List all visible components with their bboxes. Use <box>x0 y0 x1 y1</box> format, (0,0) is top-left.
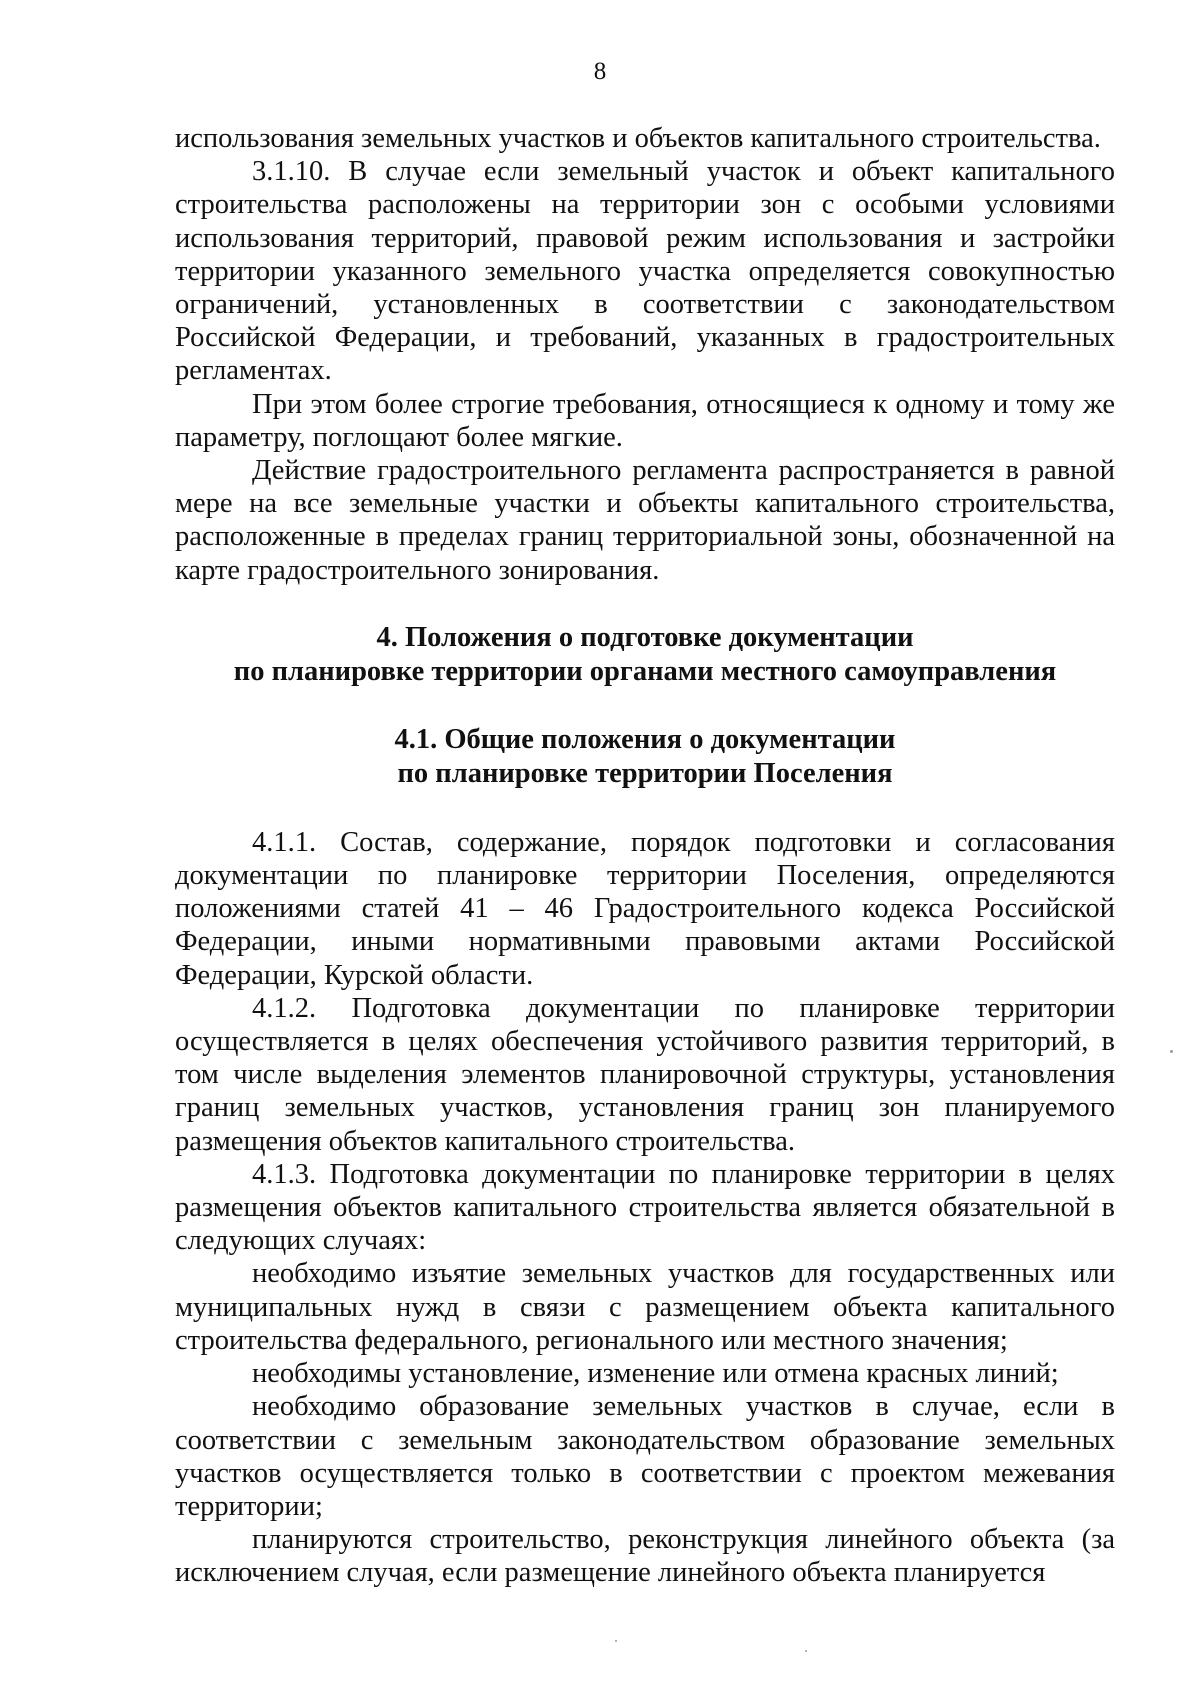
list-item-land-seizure: необходимо изъятие земельных участков для государственных или муниципальных нужд в связи с размещением объекта капитального строительства федерального, регионального или местного значения; <box>175 1258 1115 1356</box>
list-item-land-formation: необходимо образование земельных участков в случае, если в соответствии с земельным законодательством образование земельных участков осуществляется только в соответствии с проектом межевания территории; <box>175 1391 1115 1522</box>
section-4-heading <box>175 621 1115 689</box>
scan-speck <box>615 1640 617 1642</box>
document-body <box>175 122 1115 1590</box>
section-4-1-heading <box>175 723 1115 791</box>
page-number: 8 <box>593 58 607 85</box>
scan-speck <box>805 1650 807 1652</box>
paragraph-strict-requirements: При этом более строгие требования, относящиеся к одному и тому же параметру, поглощают более мягкие. <box>175 388 1115 453</box>
paragraph-4-1-2: 4.1.2. Подготовка документации по планировке территории осуществляется в целях обеспечения устойчивого развития территорий, в том числе выделения элементов планировочной структуры, установления границ земельных участков, установления границ зон планируемого размещения объектов капитального строительства. <box>175 992 1115 1157</box>
list-item-linear-object: планируются строительство, реконструкция линейного объекта (за исключением случая, если размещение линейного объекта планируется <box>175 1524 1115 1589</box>
section-4-heading-line1: 4. Положения о подготовке документации <box>376 621 914 653</box>
paragraph-regulation-scope: Действие градостроительного регламента распространяется в равной мере на все земельные участки и объекты капитального строительства, расположенные в пределах границ территориальной зоны, обозначенной на карте градостроительного зонирования. <box>175 455 1115 586</box>
paragraph-4-1-1: 4.1.1. Состав, содержание, порядок подготовки и согласования документации по планировке территории Поселения, определяются положениями статей 41 – 46 Градостроительного кодекса Российской Федерации, иными нормативными правовыми актами Российской Федерации, Курской области. <box>175 826 1115 991</box>
list-item-red-lines: необходимы установление, изменение или отмена красных линий; <box>252 1358 1059 1390</box>
section-4-1-heading-line2: по планировке территории Поселения <box>397 757 893 789</box>
scan-speck <box>1170 1050 1173 1053</box>
paragraph-4-1-3: 4.1.3. Подготовка документации по планировке территории в целях размещения объектов капитального строительства является обязательной в следующих случаях: <box>175 1158 1115 1257</box>
paragraph-3-1-10: 3.1.10. В случае если земельный участок и объект капитального строительства расположены на территории зон с особыми условиями использования территорий, правовой режим использования и застройки территории указанного земельного участка определяется совокупностью ограничений, установленных в соответствии с законодательством Российской Федерации, и требований, указанных в градостроительных регламентах. <box>175 156 1115 387</box>
section-4-1-body <box>175 826 1115 1590</box>
section-4-1-heading-line1: 4.1. Общие положения о документации <box>394 723 896 755</box>
section-4-heading-line2: по планировке территории органами местного самоуправления <box>233 655 1057 687</box>
paragraph-continuation: использования земельных участков и объектов капитального строительства. <box>175 123 1101 154</box>
